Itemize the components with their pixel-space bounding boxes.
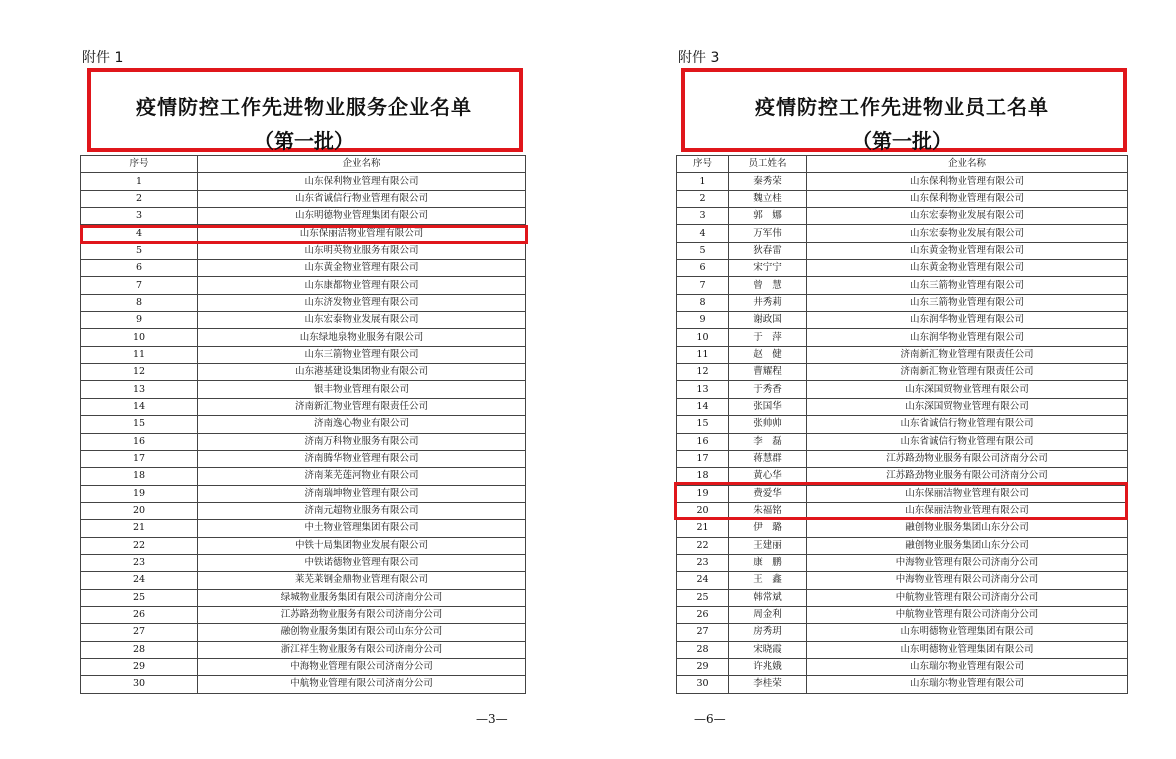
row-number-cell: 13 <box>677 381 729 398</box>
company-name-cell: 中海物业管理有限公司济南分公司 <box>807 572 1128 589</box>
employee-name-cell: 张国华 <box>729 398 807 415</box>
table-row <box>677 364 1128 381</box>
annex-label: 附件 3 <box>678 50 720 66</box>
row-number-cell: 24 <box>81 572 198 589</box>
table-row <box>81 208 526 225</box>
employee-name-cell: 许兆娥 <box>729 658 807 675</box>
company-name-cell: 山东保丽洁物业管理有限公司 <box>807 485 1128 502</box>
employee-name-cell: 朱福铭 <box>729 502 807 519</box>
page-title: 疫情防控工作先进物业员工名单 <box>755 95 1049 119</box>
company-name-cell: 中航物业管理有限公司济南分公司 <box>807 589 1128 606</box>
company-name-cell: 济南万科物业服务有限公司 <box>198 433 526 450</box>
table-row <box>81 260 526 277</box>
row-number-cell: 19 <box>81 485 198 502</box>
table-row <box>81 624 526 641</box>
company-name-cell: 山东三箭物业管理有限公司 <box>807 294 1128 311</box>
row-number-cell: 4 <box>677 225 729 242</box>
company-name-cell: 山东保丽洁物业管理有限公司 <box>807 502 1128 519</box>
row-number-cell: 6 <box>81 260 198 277</box>
table-row <box>81 606 526 623</box>
row-number-cell: 10 <box>81 329 198 346</box>
table-row <box>677 572 1128 589</box>
table-row <box>677 450 1128 467</box>
company-name-cell: 山东润华物业管理有限公司 <box>807 329 1128 346</box>
table-row <box>677 589 1128 606</box>
employee-name-cell: 康 鹏 <box>729 554 807 571</box>
table-row <box>81 190 526 207</box>
table-row <box>81 589 526 606</box>
row-number-cell: 5 <box>677 242 729 259</box>
row-number-cell: 12 <box>81 364 198 381</box>
company-name-cell: 绿城物业服务集团有限公司济南分公司 <box>198 589 526 606</box>
table-row <box>677 225 1128 242</box>
employee-name-cell: 魏立桂 <box>729 190 807 207</box>
table-row <box>677 381 1128 398</box>
table-row <box>81 312 526 329</box>
table-row <box>81 554 526 571</box>
row-number-cell: 21 <box>81 520 198 537</box>
employee-name-cell: 秦秀荣 <box>729 173 807 190</box>
row-number-cell: 25 <box>677 589 729 606</box>
row-number-cell: 11 <box>81 346 198 363</box>
table-row <box>81 502 526 519</box>
company-name-cell: 中海物业管理有限公司济南分公司 <box>807 554 1128 571</box>
table-row <box>677 294 1128 311</box>
table-row <box>81 364 526 381</box>
company-name-cell: 山东绿地泉物业服务有限公司 <box>198 329 526 346</box>
row-number-cell: 22 <box>677 537 729 554</box>
header-cell: 序号 <box>677 156 729 173</box>
company-name-cell: 山东明德物业管理集团有限公司 <box>807 624 1128 641</box>
table-row <box>677 242 1128 259</box>
row-number-cell: 11 <box>677 346 729 363</box>
company-name-cell: 融创物业服务集团山东分公司 <box>807 537 1128 554</box>
table-row <box>81 346 526 363</box>
company-name-cell: 济南新汇物业管理有限责任公司 <box>807 364 1128 381</box>
table-row <box>81 676 526 693</box>
row-number-cell: 27 <box>677 624 729 641</box>
company-name-cell: 山东济发物业管理有限公司 <box>198 294 526 311</box>
row-number-cell: 4 <box>81 225 198 242</box>
company-name-cell: 山东保利物业管理有限公司 <box>807 173 1128 190</box>
employee-name-cell: 宋晓霞 <box>729 641 807 658</box>
row-number-cell: 28 <box>677 641 729 658</box>
company-name-cell: 山东省诚信行物业管理有限公司 <box>807 433 1128 450</box>
row-number-cell: 14 <box>677 398 729 415</box>
row-number-cell: 13 <box>81 381 198 398</box>
company-name-cell: 山东省诚信行物业管理有限公司 <box>807 416 1128 433</box>
employee-name-cell: 房秀玥 <box>729 624 807 641</box>
employee-name-cell: 井秀莉 <box>729 294 807 311</box>
company-name-cell: 济南元超物业服务有限公司 <box>198 502 526 519</box>
row-number-cell: 3 <box>677 208 729 225</box>
employee-name-cell: 谢政国 <box>729 312 807 329</box>
company-name-cell: 山东瑞尔物业管理有限公司 <box>807 658 1128 675</box>
company-name-cell: 中航物业管理有限公司济南分公司 <box>198 676 526 693</box>
page-subtitle: （第一批） <box>254 129 354 153</box>
company-name-cell: 中航物业管理有限公司济南分公司 <box>807 606 1128 623</box>
company-name-cell: 浙江祥生物业服务有限公司济南分公司 <box>198 641 526 658</box>
employee-name-cell: 于秀香 <box>729 381 807 398</box>
row-number-cell: 26 <box>677 606 729 623</box>
table-row <box>81 485 526 502</box>
company-name-cell: 中铁诺德物业管理有限公司 <box>198 554 526 571</box>
company-name-cell: 山东瑞尔物业管理有限公司 <box>807 676 1128 693</box>
row-number-cell: 15 <box>81 416 198 433</box>
table-row <box>677 537 1128 554</box>
company-name-cell: 山东深国贸物业管理有限公司 <box>807 398 1128 415</box>
employee-name-cell: 王 鑫 <box>729 572 807 589</box>
table-row <box>81 381 526 398</box>
row-number-cell: 20 <box>677 502 729 519</box>
row-number-cell: 16 <box>81 433 198 450</box>
table-row <box>81 450 526 467</box>
employee-name-cell: 周金利 <box>729 606 807 623</box>
table-row <box>677 606 1128 623</box>
company-name-cell: 中铁十局集团物业发展有限公司 <box>198 537 526 554</box>
employee-name-cell: 万军伟 <box>729 225 807 242</box>
page-number: —3— <box>476 712 508 726</box>
table-row <box>677 554 1128 571</box>
company-name-cell: 济南瑞坤物业管理有限公司 <box>198 485 526 502</box>
table-row <box>677 416 1128 433</box>
row-number-cell: 29 <box>81 658 198 675</box>
table-row <box>677 312 1128 329</box>
row-number-cell: 25 <box>81 589 198 606</box>
employee-name-cell: 黄心华 <box>729 468 807 485</box>
employee-name-cell: 宋宁宁 <box>729 260 807 277</box>
row-number-cell: 18 <box>81 468 198 485</box>
row-number-cell: 1 <box>677 173 729 190</box>
row-number-cell: 5 <box>81 242 198 259</box>
row-number-cell: 9 <box>81 312 198 329</box>
table-row <box>677 190 1128 207</box>
company-name-cell: 山东宏泰物业发展有限公司 <box>807 208 1128 225</box>
company-name-cell: 山东三箭物业管理有限公司 <box>198 346 526 363</box>
table-row <box>81 537 526 554</box>
row-number-cell: 7 <box>677 277 729 294</box>
table-row <box>677 676 1128 693</box>
company-name-cell: 银丰物业管理有限公司 <box>198 381 526 398</box>
company-name-cell: 济南逸心物业有限公司 <box>198 416 526 433</box>
company-name-cell: 山东黄金物业管理有限公司 <box>198 260 526 277</box>
row-number-cell: 7 <box>81 277 198 294</box>
employee-name-cell: 蒋慧群 <box>729 450 807 467</box>
employee-name-cell: 郭 娜 <box>729 208 807 225</box>
table-row <box>81 242 526 259</box>
table-row <box>677 173 1128 190</box>
employee-name-cell: 狄春雷 <box>729 242 807 259</box>
row-number-cell: 12 <box>677 364 729 381</box>
employee-name-cell: 于 萍 <box>729 329 807 346</box>
table-row <box>81 468 526 485</box>
row-number-cell: 23 <box>81 554 198 571</box>
employee-name-cell: 张帅帅 <box>729 416 807 433</box>
company-name-cell: 山东康都物业管理有限公司 <box>198 277 526 294</box>
company-name-cell: 济南腾华物业管理有限公司 <box>198 450 526 467</box>
row-number-cell: 9 <box>677 312 729 329</box>
row-number-cell: 22 <box>81 537 198 554</box>
row-highlight-box <box>674 482 1128 520</box>
table-row <box>81 398 526 415</box>
table-row <box>677 346 1128 363</box>
row-number-cell: 26 <box>81 606 198 623</box>
table-row <box>81 641 526 658</box>
table-row <box>81 329 526 346</box>
company-name-cell: 山东黄金物业管理有限公司 <box>807 242 1128 259</box>
table-row <box>677 260 1128 277</box>
table-row <box>677 624 1128 641</box>
row-number-cell: 2 <box>677 190 729 207</box>
table-row <box>81 416 526 433</box>
row-number-cell: 24 <box>677 572 729 589</box>
table-row <box>81 520 526 537</box>
employee-name-cell: 曹耀程 <box>729 364 807 381</box>
row-number-cell: 30 <box>677 676 729 693</box>
row-number-cell: 2 <box>81 190 198 207</box>
company-name-cell: 山东深国贸物业管理有限公司 <box>807 381 1128 398</box>
table-row <box>677 398 1128 415</box>
company-name-cell: 山东宏泰物业发展有限公司 <box>198 312 526 329</box>
table-header-row <box>677 156 1128 173</box>
table-row <box>81 173 526 190</box>
employee-name-cell: 赵 健 <box>729 346 807 363</box>
company-name-cell: 济南新汇物业管理有限责任公司 <box>198 398 526 415</box>
page-title: 疫情防控工作先进物业服务企业名单 <box>136 95 472 119</box>
header-cell: 员工姓名 <box>729 156 807 173</box>
page-subtitle: （第一批） <box>852 129 952 153</box>
company-name-cell: 山东保利物业管理有限公司 <box>198 173 526 190</box>
table-row <box>81 433 526 450</box>
table-row <box>81 277 526 294</box>
row-number-cell: 15 <box>677 416 729 433</box>
company-name-cell: 中土物业管理集团有限公司 <box>198 520 526 537</box>
page-number: —6— <box>694 712 726 726</box>
employee-name-cell: 伊 璐 <box>729 520 807 537</box>
row-number-cell: 28 <box>81 641 198 658</box>
row-number-cell: 16 <box>677 433 729 450</box>
company-name-cell: 山东港基建设集团物业有限公司 <box>198 364 526 381</box>
company-name-cell: 莱芜莱钢金鼎物业管理有限公司 <box>198 572 526 589</box>
header-cell: 企业名称 <box>807 156 1128 173</box>
company-name-cell: 济南莱芜莲河物业有限公司 <box>198 468 526 485</box>
table-header-row <box>81 156 526 173</box>
table-row <box>81 294 526 311</box>
row-number-cell: 23 <box>677 554 729 571</box>
row-number-cell: 21 <box>677 520 729 537</box>
company-name-cell: 山东润华物业管理有限公司 <box>807 312 1128 329</box>
company-name-cell: 山东省诚信行物业管理有限公司 <box>198 190 526 207</box>
company-name-cell: 中海物业管理有限公司济南分公司 <box>198 658 526 675</box>
row-number-cell: 18 <box>677 468 729 485</box>
header-cell: 企业名称 <box>198 156 526 173</box>
employee-name-cell: 李桂荣 <box>729 676 807 693</box>
row-number-cell: 19 <box>677 485 729 502</box>
row-highlight-box <box>80 225 528 244</box>
table-row <box>677 433 1128 450</box>
row-number-cell: 8 <box>81 294 198 311</box>
company-name-cell: 融创物业服务集团有限公司山东分公司 <box>198 624 526 641</box>
company-name-cell: 山东明德物业管理集团有限公司 <box>198 208 526 225</box>
row-number-cell: 8 <box>677 294 729 311</box>
table-row <box>81 658 526 675</box>
row-number-cell: 3 <box>81 208 198 225</box>
company-name-cell: 山东黄金物业管理有限公司 <box>807 260 1128 277</box>
company-name-cell: 山东保利物业管理有限公司 <box>807 190 1128 207</box>
row-number-cell: 6 <box>677 260 729 277</box>
row-number-cell: 10 <box>677 329 729 346</box>
row-number-cell: 29 <box>677 658 729 675</box>
row-number-cell: 1 <box>81 173 198 190</box>
table-row <box>677 208 1128 225</box>
employee-table <box>676 155 1128 694</box>
table-row <box>677 641 1128 658</box>
row-number-cell: 17 <box>81 450 198 467</box>
company-name-cell: 江苏路劲物业服务有限公司济南分公司 <box>807 468 1128 485</box>
company-name-cell: 山东三箭物业管理有限公司 <box>807 277 1128 294</box>
row-number-cell: 30 <box>81 676 198 693</box>
row-number-cell: 14 <box>81 398 198 415</box>
employee-name-cell: 王建丽 <box>729 537 807 554</box>
company-name-cell: 山东明英物业服务有限公司 <box>198 242 526 259</box>
employee-name-cell: 费爱华 <box>729 485 807 502</box>
table-row <box>677 329 1128 346</box>
table-row <box>81 572 526 589</box>
employee-name-cell: 曾 慧 <box>729 277 807 294</box>
company-name-cell: 山东宏泰物业发展有限公司 <box>807 225 1128 242</box>
header-cell: 序号 <box>81 156 198 173</box>
row-number-cell: 20 <box>81 502 198 519</box>
company-name-cell: 山东保丽洁物业管理有限公司 <box>198 225 526 242</box>
row-number-cell: 17 <box>677 450 729 467</box>
employee-name-cell: 韩常斌 <box>729 589 807 606</box>
company-name-cell: 山东明德物业管理集团有限公司 <box>807 641 1128 658</box>
table-row <box>677 520 1128 537</box>
annex-label: 附件 1 <box>82 50 124 66</box>
company-name-cell: 江苏路劲物业服务有限公司济南分公司 <box>198 606 526 623</box>
table-row <box>677 277 1128 294</box>
row-number-cell: 27 <box>81 624 198 641</box>
company-name-cell: 江苏路劲物业服务有限公司济南分公司 <box>807 450 1128 467</box>
company-name-cell: 融创物业服务集团山东分公司 <box>807 520 1128 537</box>
table-row <box>677 658 1128 675</box>
employee-name-cell: 李 磊 <box>729 433 807 450</box>
company-name-cell: 济南新汇物业管理有限责任公司 <box>807 346 1128 363</box>
